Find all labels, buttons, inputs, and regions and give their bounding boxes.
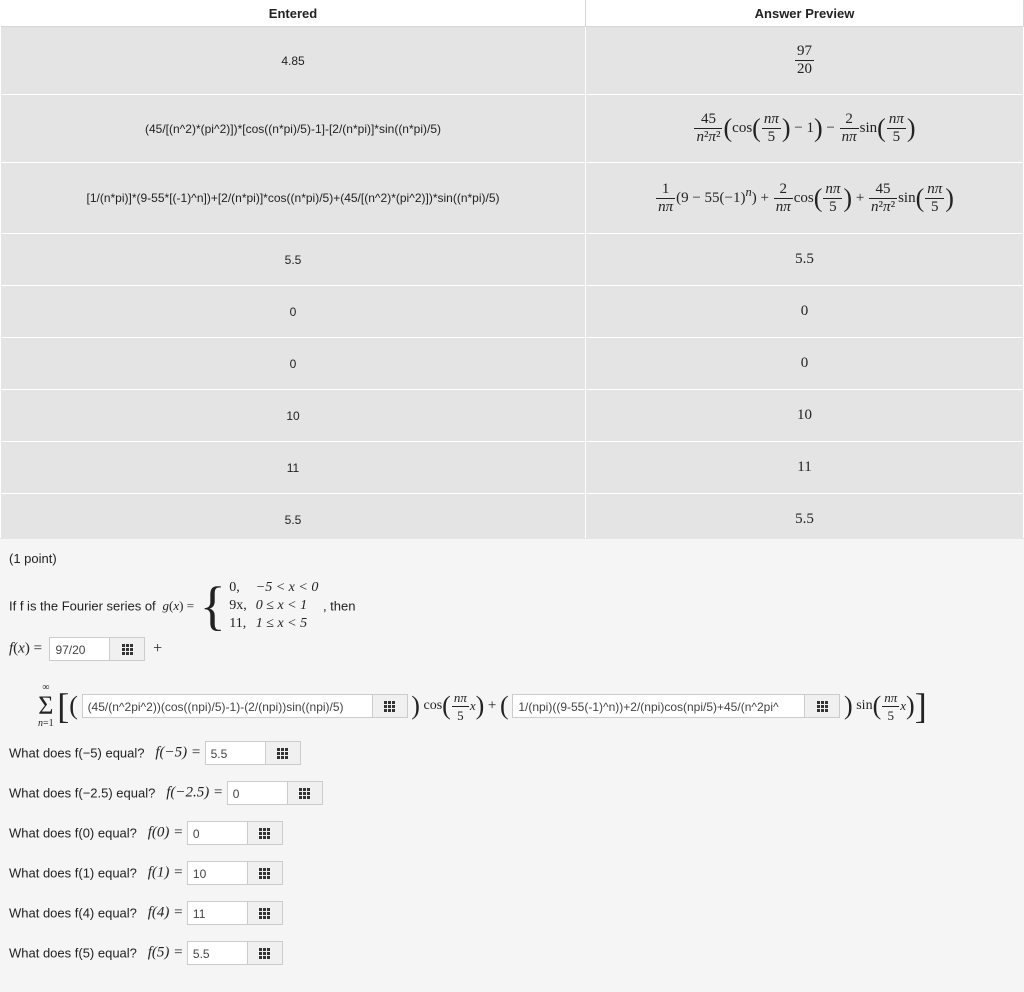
question-row xyxy=(9,861,283,885)
question-lhs: f(0) = xyxy=(147,824,184,841)
entered-cell: 4.85 xyxy=(1,27,586,95)
question-label: What does f(4) equal? xyxy=(9,905,137,921)
entered-cell: 11 xyxy=(1,442,586,494)
table-row xyxy=(1,286,1024,338)
a0-input[interactable]: 97/20 xyxy=(49,637,145,661)
equation-editor-icon[interactable] xyxy=(247,942,282,964)
question-row xyxy=(9,901,283,925)
question-label: What does f(1) equal? xyxy=(9,865,137,881)
entered-cell: [1/(n*pi)]*(9-55*[(-1)^n])+[2/(n*pi)]*cos((n*pi)/5)+(45/[(n^2)*(pi^2)])*sin((n*pi)/5) xyxy=(1,163,586,234)
table-row xyxy=(1,442,1024,494)
preview-cell: 0 xyxy=(586,286,1024,338)
header-answer-preview: Answer Preview xyxy=(586,0,1024,27)
piecewise-def: 0, −5 < x < 0 9x, 0 ≤ x < 1 11, 1 ≤ x < 5 xyxy=(229,580,319,631)
problem-statement: If f is the Fourier series of g(x) = { 0, −5 < x < 0 9x, 0 ≤ x < 1 11, 1 ≤ x < 5 , then xyxy=(9,576,356,636)
preview-cell: 5.5 xyxy=(586,234,1024,286)
equation-editor-icon[interactable] xyxy=(804,695,839,717)
preview-cell: 0 xyxy=(586,338,1024,390)
table-row xyxy=(1,338,1024,390)
series-sum-line: ∞ Σ n=1 [( (45/(n^2pi^2))(cos((npi)/5)-1)-(2/(npi))sin((npi)/5) ) cos( $\frac{n\pi}{5}$ x) + ( 1/(npi)((9-55(-1)^n))+2/(npi)cos(npi/5)+45/(n^2pi^ ) sin( $\frac{n\pi}{5}$ x)] xyxy=(38,682,927,729)
table-row xyxy=(1,390,1024,442)
table-row xyxy=(1,234,1024,286)
question-label: What does f(0) equal? xyxy=(9,825,137,841)
equation-editor-icon[interactable] xyxy=(247,822,282,844)
then-text: , then xyxy=(322,598,356,614)
answer-input[interactable]: 11 xyxy=(187,901,283,925)
question-row xyxy=(9,741,301,765)
answer-input[interactable]: 10 xyxy=(187,861,283,885)
question-lhs: f(−5) = xyxy=(155,744,201,761)
bn-input[interactable]: 1/(npi)((9-55(-1)^n))+2/(npi)cos(npi/5)+45/(n^2pi^ xyxy=(512,694,840,718)
intro-text: If f is the Fourier series of xyxy=(9,598,156,614)
question-label: What does f(5) equal? xyxy=(9,945,137,961)
an-input[interactable]: (45/(n^2pi^2))(cos((npi)/5)-1)-(2/(npi))sin((npi)/5) xyxy=(82,694,408,718)
preview-cell: 5.5 xyxy=(586,494,1024,546)
equation-editor-icon[interactable] xyxy=(265,742,300,764)
preview-cell: 10 xyxy=(586,390,1024,442)
equation-editor-icon[interactable] xyxy=(287,782,322,804)
fx-line: f(x) = 97/20 + xyxy=(9,637,162,661)
entered-cell: 5.5 xyxy=(1,494,586,546)
entered-cell: 5.5 xyxy=(1,234,586,286)
answer-input[interactable]: 5.5 xyxy=(205,741,301,765)
preview-cell: $\frac{97}{20}$ xyxy=(586,27,1024,95)
answer-input[interactable]: 0 xyxy=(227,781,323,805)
question-label: What does f(−2.5) equal? xyxy=(9,785,156,801)
question-lhs: f(−2.5) = xyxy=(166,784,224,801)
equation-editor-icon[interactable] xyxy=(247,862,282,884)
question-lhs: f(1) = xyxy=(147,864,184,881)
entered-cell: 0 xyxy=(1,338,586,390)
preview-cell: $\frac{1}{n\pi}$ $(9 - 55(-1)^n)$ + $\frac{2}{n\pi}$ cos( $\frac{n\pi}{5}$ ) + $\frac{45}{\text{n²π²}}$ sin( $\frac{n\pi}{5}$ ) xyxy=(586,163,1024,234)
answer-input[interactable]: 0 xyxy=(187,821,283,845)
table-row xyxy=(1,95,1024,163)
question-row xyxy=(9,821,283,845)
entered-cell: 0 xyxy=(1,286,586,338)
question-row xyxy=(9,941,283,965)
answer-input[interactable]: 5.5 xyxy=(187,941,283,965)
question-lhs: f(4) = xyxy=(147,904,184,921)
preview-cell: $\frac{45}{\text{n²π²}}$ (cos( $\frac{n\pi}{5}$ ) − 1) − $\frac{2}{n\pi}$ sin( $\frac{n\pi}{5}$ ) xyxy=(586,95,1024,163)
preview-numerator: 97 xyxy=(797,43,812,59)
question-lhs: f(5) = xyxy=(147,944,184,961)
entered-cell: 10 xyxy=(1,390,586,442)
entered-cell: (45/[(n^2)*(pi^2)])*[cos((n*pi)/5)-1]-[2/(n*pi)]*sin((n*pi)/5) xyxy=(1,95,586,163)
equation-editor-icon[interactable] xyxy=(372,695,407,717)
results-table xyxy=(1,0,1024,546)
equation-editor-icon[interactable] xyxy=(109,638,144,660)
table-row xyxy=(1,27,1024,95)
equation-editor-icon[interactable] xyxy=(247,902,282,924)
question-row xyxy=(9,781,323,805)
table-row xyxy=(1,163,1024,234)
points-label: (1 point) xyxy=(9,551,57,566)
problem-panel xyxy=(0,538,1024,992)
header-entered: Entered xyxy=(1,0,586,27)
question-label: What does f(−5) equal? xyxy=(9,745,145,761)
preview-cell: 11 xyxy=(586,442,1024,494)
